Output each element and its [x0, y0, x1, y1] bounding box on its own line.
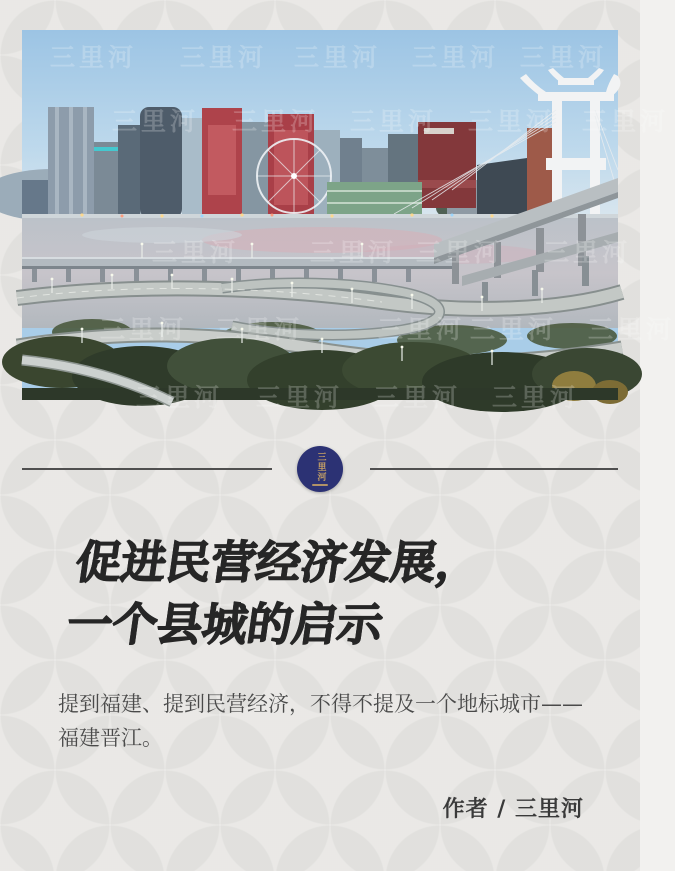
- watermark-text: 三里河: [152, 238, 240, 267]
- cover-photo: [22, 30, 675, 412]
- article-title-line2: 一个县城的启示: [63, 598, 387, 651]
- watermark-text: 三里河: [416, 238, 504, 267]
- watermark-text: 三里河: [468, 107, 556, 136]
- watermark-text: 三里河: [412, 43, 500, 72]
- divider-line-left: [22, 468, 272, 470]
- watermark-text: 三里河: [112, 107, 200, 136]
- watermark-text: 三里河: [582, 107, 670, 136]
- lead-line1: 提到福建、提到民营经济，不得不提及一个地标城市——: [58, 692, 583, 716]
- article-title-line1: 促进民营经济发展，: [72, 536, 485, 589]
- watermark-text: 三里河: [256, 383, 344, 412]
- watermark-text: 三里河: [544, 238, 632, 267]
- watermark-text: 三里河: [588, 315, 675, 344]
- city-photo-illustration: [22, 30, 618, 400]
- watermark-text: 三里河: [378, 315, 466, 344]
- lead-line2: 福建晋江。: [58, 726, 163, 750]
- article-title: [63, 532, 600, 656]
- watermark-text: 三里河: [492, 383, 580, 412]
- watermark-text: 三里河: [50, 43, 138, 72]
- watermark-text: 三里河: [350, 107, 438, 136]
- watermark-text: 三里河: [100, 315, 188, 344]
- watermark-text: 三里河: [374, 383, 462, 412]
- watermark-text: 三里河: [470, 315, 558, 344]
- watermark-text: 三里河: [232, 107, 320, 136]
- watermark-text: 三里河: [294, 43, 382, 72]
- sanlihe-logo-badge: [297, 446, 343, 492]
- divider-line-right: [370, 468, 618, 470]
- watermark-text: 三里河: [180, 43, 268, 72]
- badge-small-text: [312, 484, 328, 486]
- author-byline: 作者 / 三里河: [442, 797, 584, 822]
- badge-label: 三里河: [315, 452, 326, 482]
- watermark-text: 三里河: [310, 238, 398, 267]
- watermark-text: 三里河: [520, 43, 608, 72]
- watermark-text: 三里河: [136, 383, 224, 412]
- watermark-text: 三里河: [216, 315, 304, 344]
- article-lead-paragraph: [58, 687, 603, 755]
